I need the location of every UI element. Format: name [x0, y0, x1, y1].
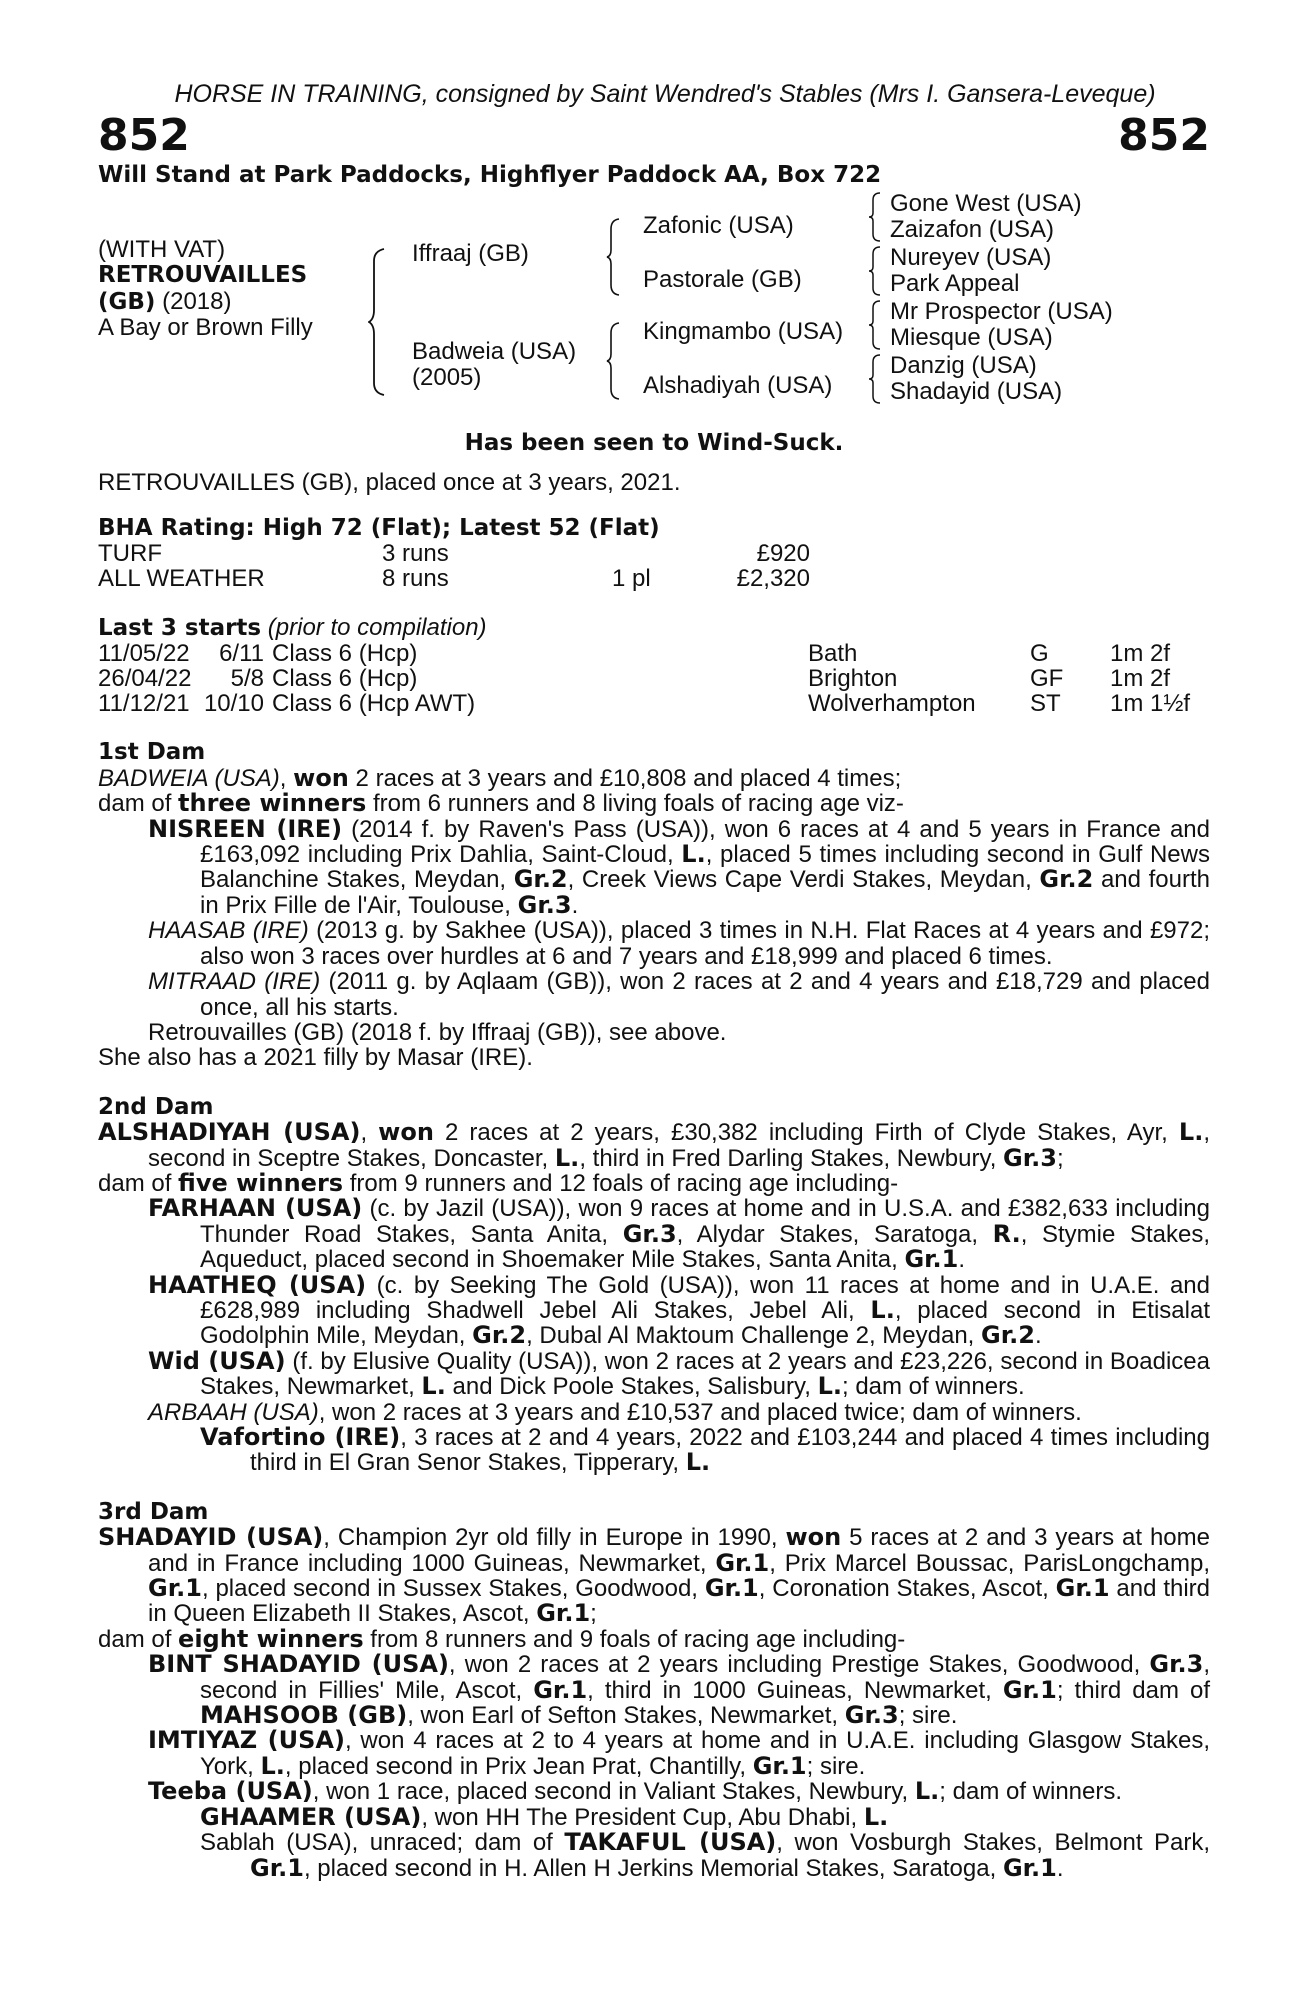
start-going: GF — [1030, 665, 1064, 693]
third-dam-produce-intro: dam of eight winners from 8 runners and 9 foals of racing age including- — [98, 1624, 906, 1653]
produce-nisreen: NISREEN (IRE) (2014 f. by Raven's Pass (USA)), won 6 races at 4 and 5 years in France and £163,092 including Prix Dahlia, Saint-Cloud, L., placed 5 times including second in Gulf News Balanchine Stakes, Meydan, Gr.2, Creek Views Cape Verdi Stakes, Meydan, Gr.2 and fourth in Prix Fille de l'Air, Toulouse, Gr.3. — [148, 814, 1210, 919]
bha-earnings: £920 — [756, 540, 810, 568]
ggs-2: Zaizafon (USA) — [890, 215, 1055, 243]
second-dam-para: ALSHADIYAH (USA), won 2 races at 2 years, £30,382 including Firth of Clyde Stakes, Ayr, L., second in Sceptre Stakes, Doncaster, L., third in Fred Darling Stakes, Newbury, Gr.3; — [98, 1118, 1210, 1172]
first-dam-produce-intro: dam of three winners from 6 runners and 8 living foals of racing age viz- — [98, 789, 904, 818]
sire-sire: Zafonic (USA) — [643, 211, 794, 239]
catalogue-page — [98, 82, 1210, 1881]
horse-origin — [98, 289, 231, 315]
table-row — [98, 666, 1190, 691]
table-row — [98, 641, 1190, 666]
brace-3a — [868, 191, 882, 243]
produce-haatheq: HAATHEQ (USA) (c. by Seeking The Gold (USA)), won 11 races at home and in U.A.E. and £628,989 including Shadwell Jebel Ali Stakes, Jebel Ali, L., placed second in Etisalat Godolphin Mile, Meydan, Gr.2, Dubal Al Maktoum Challenge 2, Meydan, Gr.2. — [148, 1270, 1211, 1350]
third-dam-title: 3rd Dam — [98, 1498, 209, 1525]
first-dam-title: 1st Dam — [98, 739, 206, 766]
pedigree-table — [98, 189, 1210, 421]
start-distance: 1m 1½f — [1110, 690, 1191, 718]
start-position: 10/10 — [203, 690, 264, 718]
bha-table — [98, 541, 810, 591]
first-dam-section — [98, 740, 1210, 1070]
brace-3c — [868, 299, 882, 351]
sire-dam: Pastorale (GB) — [643, 265, 802, 293]
bha-runs: 3 runs — [382, 540, 449, 568]
produce-retrouvailles: Retrouvailles (GB) (2018 f. by Iffraaj (GB)), see above. — [148, 1018, 727, 1046]
bha-placed — [612, 541, 692, 566]
second-dam-title: 2nd Dam — [98, 1093, 214, 1120]
last-starts-heading — [98, 615, 1210, 641]
ggs-1: Gone West (USA) — [890, 189, 1082, 217]
start-course: Brighton — [808, 665, 898, 693]
start-class: Class 6 (Hcp) — [272, 665, 418, 693]
produce-haasab: HAASAB (IRE) (2013 g. by Sakhee (USA)), placed 3 times in N.H. Flat Races at 4 years and £972; also won 3 races over hurdles at 6 and 7 years and £18,999 and placed 6 times. — [148, 917, 1210, 970]
produce-bint-shadayid: BINT SHADAYID (USA), won 2 races at 2 years including Prestige Stakes, Goodwood, Gr.3, second in Fillies' Mile, Ascot, Gr.1, third in 1000 Guineas, Newmarket, Gr.1; third dam of MAHSOOB (GB), won Earl of Sefton Stakes, Newmarket, Gr.3; sire. — [148, 1650, 1210, 1730]
bha-title: BHA Rating: High 72 (Flat); Latest 52 (Flat) — [98, 514, 660, 541]
produce-imtiyaz: IMTIYAZ (USA), won 4 races at 2 to 4 years at home and in U.A.E. including Glasgow Stakes, York, L., placed second in Prix Jean Prat, Chantilly, Gr.1; sire. — [148, 1726, 1210, 1780]
ggs-7: Danzig (USA) — [890, 351, 1037, 379]
horse-name: RETROUVAILLES — [98, 261, 308, 288]
ggs-6: Miesque (USA) — [890, 323, 1053, 351]
dam-dam: Alshadiyah (USA) — [643, 371, 833, 399]
brace-3b — [868, 245, 882, 297]
dam: Badweia (USA) — [412, 337, 577, 365]
start-course: Wolverhampton — [808, 690, 976, 718]
produce-arbaah: ARBAAH (USA), won 2 races at 3 years and £10,537 and placed twice; dam of winners. — [148, 1398, 1082, 1426]
second-dam-produce-intro: dam of five winners from 9 runners and 12 foals of racing age including- — [98, 1168, 899, 1197]
first-dam-para: BADWEIA (USA), won 2 races at 3 years and £10,808 and placed 4 times; — [98, 763, 902, 792]
produce-teeba: Teeba (USA), won 1 race, placed second in Valiant Stakes, Newbury, L.; dam of winners. — [148, 1777, 1123, 1806]
consignor-header: HORSE IN TRAINING, consigned by Saint Wendred's Stables (Mrs I. Gansera-Leveque) — [174, 80, 1156, 108]
sire: Iffraaj (GB) — [412, 239, 529, 267]
start-position: 6/11 — [219, 640, 264, 668]
lot-number-right: 852 — [1118, 110, 1210, 162]
bha-placed: 1 pl — [612, 565, 651, 593]
horse-year: (2018) — [162, 287, 232, 315]
start-going: ST — [1030, 690, 1061, 718]
produce-ghaamer: GHAAMER (USA), won HH The President Cup, Abu Dhabi, L. — [200, 1802, 889, 1831]
last-starts-subtitle: (prior to compilation) — [267, 614, 487, 642]
start-going: G — [1030, 640, 1049, 668]
horse-description: A Bay or Brown Filly — [98, 313, 313, 341]
ggs-3: Nureyev (USA) — [890, 243, 1052, 271]
sire-line-brace — [606, 217, 622, 297]
produce-mitraad: MITRAAD (IRE) (2011 g. by Aqlaam (GB)), won 2 races at 2 and 4 years and £18,729 and placed once, all his starts. — [148, 968, 1210, 1021]
horse-country: (GB) — [98, 288, 156, 315]
bha-earnings: £2,320 — [736, 565, 810, 593]
produce-wid: Wid (USA) (f. by Elusive Quality (USA)), won 2 races at 2 years and £23,226, second in Boadicea Stakes, Newmarket, L. and Dick Poole Stakes, Salisbury, L.; dam of winners. — [148, 1346, 1210, 1401]
ggs-5: Mr Prospector (USA) — [890, 297, 1113, 325]
bha-surface: TURF — [98, 540, 162, 568]
stand-location: Will Stand at Park Paddocks, Highflyer Paddock AA, Box 722 — [98, 162, 882, 189]
bha-runs: 8 runs — [382, 565, 449, 593]
table-row — [98, 566, 810, 591]
ggs-4: Park Appeal — [890, 269, 1020, 297]
produce-2021: She also has a 2021 filly by Masar (IRE). — [98, 1044, 533, 1072]
dam-sire: Kingmambo (USA) — [643, 317, 844, 345]
lot-number-row — [98, 110, 1210, 162]
last-starts-table — [98, 641, 1190, 716]
start-distance: 1m 2f — [1110, 665, 1171, 693]
produce-vafortino: Vafortino (IRE), 3 races at 2 and 4 years, 2022 and £103,244 and placed 4 times including third in El Gran Senor Stakes, Tipperary, L. — [200, 1423, 1211, 1477]
sire-dam-brace — [368, 247, 388, 397]
brace-3d — [868, 353, 882, 405]
bha-section — [98, 516, 1210, 591]
horse-summary: RETROUVAILLES (GB), placed once at 3 years, 2021. — [98, 469, 681, 497]
dam-line-brace — [606, 321, 622, 401]
wind-suck-note: Has been seen to Wind-Suck. — [464, 429, 844, 456]
start-class: Class 6 (Hcp AWT) — [272, 690, 476, 718]
dam-year: (2005) — [412, 363, 482, 391]
start-date: 26/04/22 — [98, 665, 192, 693]
second-dam-section — [98, 1095, 1210, 1476]
ggs-8: Shadayid (USA) — [890, 377, 1063, 405]
table-row — [98, 541, 810, 566]
start-date: 11/12/21 — [98, 690, 190, 718]
bha-surface: ALL WEATHER — [98, 565, 265, 593]
produce-farhaan: FARHAAN (USA) (c. by Jazil (USA)), won 9 races at home and in U.S.A. and £382,633 including Thunder Road Stakes, Santa Anita, Gr.3, Alydar Stakes, Saratoga, R., Stymie Stakes, Aqueduct, placed second in Shoemaker Mile Stakes, Santa Anita, Gr.1. — [148, 1194, 1211, 1274]
produce-sablah: Sablah (USA), unraced; dam of TAKAFUL (USA), won Vosburgh Stakes, Belmont Park, Gr.1, placed second in H. Allen H Jerkins Memorial Stakes, Saratoga, Gr.1. — [200, 1828, 1211, 1882]
start-position: 5/8 — [230, 665, 264, 693]
third-dam-section — [98, 1500, 1210, 1881]
start-course: Bath — [808, 640, 858, 668]
start-class: Class 6 (Hcp) — [272, 640, 418, 668]
third-dam-para: SHADAYID (USA), Champion 2yr old filly in Europe in 1990, won 5 races at 2 and 3 years at home and in France including 1000 Guineas, Newmarket, Gr.1, Prix Marcel Boussac, ParisLongchamp, Gr.1, placed second in Sussex Stakes, Goodwood, Gr.1, Coronation Stakes, Ascot, Gr.1 and third in Queen Elizabeth II Stakes, Ascot, Gr.1; — [98, 1523, 1211, 1628]
vat-label: (WITH VAT) — [98, 235, 226, 263]
table-row — [98, 691, 1190, 716]
lot-number-left: 852 — [98, 110, 190, 162]
last-starts-title: Last 3 starts — [98, 615, 262, 642]
start-distance: 1m 2f — [1110, 640, 1171, 668]
last-starts-section — [98, 615, 1210, 716]
start-date: 11/05/22 — [98, 640, 190, 668]
